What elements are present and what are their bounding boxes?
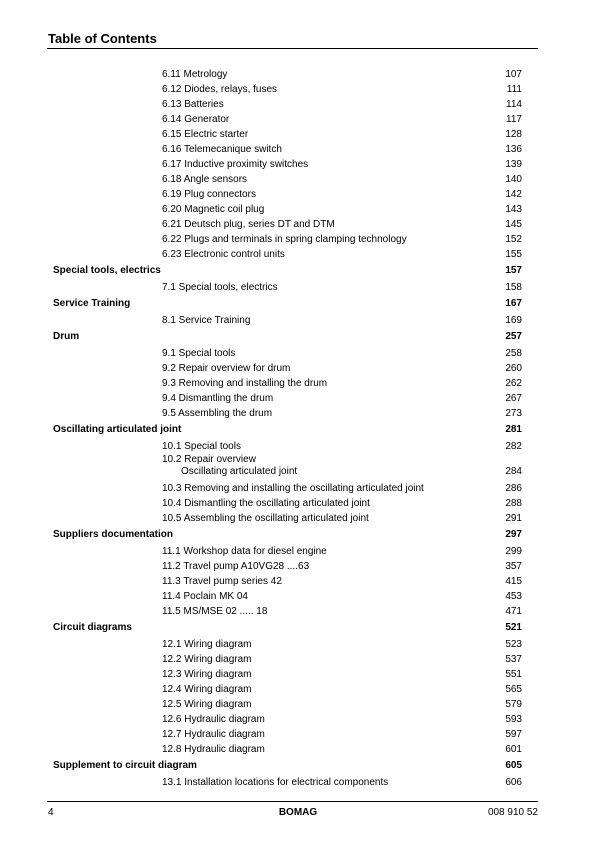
toc-entry[interactable] — [0, 697, 596, 712]
toc-entry[interactable] — [0, 574, 596, 589]
toc-entry-label: 12.8 Hydraulic diagram — [162, 744, 265, 755]
toc-entry-page: 157 — [505, 265, 522, 276]
toc-entry-label: Special tools, electrics — [53, 265, 161, 276]
toc-entry[interactable] — [0, 346, 596, 361]
page-title: Table of Contents — [48, 31, 157, 46]
toc-entry-label: 6.13 Batteries — [162, 99, 224, 110]
toc-entry[interactable] — [0, 82, 596, 97]
toc-entry-label: 6.17 Inductive proximity switches — [162, 159, 309, 170]
toc-entry-label: Suppliers documentation — [53, 529, 174, 540]
toc-entry[interactable] — [0, 67, 596, 82]
toc-entry-page: 565 — [505, 684, 522, 695]
toc-entry[interactable] — [0, 232, 596, 247]
toc-entry-label: 6.11 Metrology — [162, 69, 228, 80]
toc-entry-label: 12.6 Hydraulic diagram — [162, 714, 265, 725]
toc-entry-label: 12.7 Hydraulic diagram — [162, 729, 265, 740]
toc-entry-page: 579 — [505, 699, 522, 710]
toc-entry-page: 281 — [505, 424, 522, 435]
toc-entry-label-line2: Oscillating articulated joint — [181, 466, 298, 477]
toc-entry[interactable] — [0, 544, 596, 559]
toc-entry-label: 9.2 Repair overview for drum — [162, 363, 291, 374]
toc-entry-page: 593 — [505, 714, 522, 725]
toc-section-entry[interactable] — [0, 758, 596, 773]
toc-section-entry[interactable] — [0, 422, 596, 437]
toc-entry[interactable] — [0, 217, 596, 232]
toc-entry-page: 288 — [505, 498, 522, 509]
toc-entry-label: 9.4 Dismantling the drum — [162, 393, 274, 404]
toc-entry-label: 6.21 Deutsch plug, series DT and DTM — [162, 219, 335, 230]
toc-entry-page: 169 — [505, 315, 522, 326]
toc-entry-label: 9.3 Removing and installing the drum — [162, 378, 328, 389]
toc-entry[interactable] — [0, 481, 596, 496]
toc-section-entry[interactable] — [0, 263, 596, 278]
toc-entry-label: 9.1 Special tools — [162, 348, 236, 359]
toc-entry-page: 143 — [505, 204, 522, 215]
toc-entry-page: 523 — [505, 639, 522, 650]
toc-entry-label: 6.16 Telemecanique switch — [162, 144, 282, 155]
toc-entry-page: 158 — [505, 282, 522, 293]
toc-entry[interactable] — [0, 391, 596, 406]
toc-entry-page: 155 — [505, 249, 522, 260]
toc-entry-page: 605 — [505, 760, 522, 771]
toc-entry-page: 128 — [505, 129, 522, 140]
toc-entry[interactable] — [0, 187, 596, 202]
footer-doc-number: 008 910 52 — [487, 807, 538, 818]
toc-entry[interactable] — [0, 406, 596, 421]
toc-entry-label: Service Training — [53, 298, 131, 309]
toc-entry-page: 453 — [505, 591, 522, 602]
toc-section-entry[interactable] — [0, 329, 596, 344]
toc-section-entry[interactable] — [0, 527, 596, 542]
toc-entry-page: 471 — [505, 606, 522, 617]
toc-entry[interactable] — [0, 439, 596, 454]
toc-entry-label — [162, 454, 297, 478]
toc-entry-label: 6.19 Plug connectors — [162, 189, 256, 200]
toc-entry-label: Supplement to circuit diagram — [53, 760, 197, 771]
toc-entry-label: 12.3 Wiring diagram — [162, 669, 252, 680]
toc-entry[interactable] — [0, 637, 596, 652]
toc-entry-page: 167 — [505, 298, 522, 309]
toc-entry-label: 6.12 Diodes, relays, fuses — [162, 84, 278, 95]
toc-entry-page: 291 — [505, 513, 522, 524]
toc-entry-label: 11.4 Poclain MK 04 — [162, 591, 248, 602]
toc-entry[interactable] — [0, 127, 596, 142]
toc-entry[interactable] — [0, 361, 596, 376]
toc-entry-page: 267 — [505, 393, 522, 404]
toc-entry[interactable] — [0, 559, 596, 574]
toc-entry-page: 282 — [505, 441, 522, 452]
toc-entry-label: 12.2 Wiring diagram — [162, 654, 252, 665]
toc-entry[interactable] — [0, 511, 596, 526]
toc-entry-label: 6.15 Electric starter — [162, 129, 249, 140]
toc-entry-page: 551 — [505, 669, 522, 680]
toc-entry-page: 606 — [505, 777, 522, 788]
toc-entry-page: 114 — [506, 99, 522, 110]
footer-rule — [47, 801, 538, 802]
toc-entry-page: 258 — [505, 348, 522, 359]
toc-entry-page: 107 — [505, 69, 522, 80]
toc-entry-page: 297 — [505, 529, 522, 540]
toc-section-entry[interactable] — [0, 620, 596, 635]
toc-entry-page: 117 — [506, 114, 522, 125]
toc-entry[interactable] — [0, 142, 596, 157]
toc-entry-label-line1: 10.2 Repair overview — [162, 454, 256, 465]
toc-entry-label: 10.3 Removing and installing the oscillating articulated joint — [162, 483, 424, 494]
toc-entry-label: 7.1 Special tools, electrics — [162, 282, 278, 293]
toc-entry[interactable] — [0, 97, 596, 112]
header-rule — [47, 48, 538, 49]
toc-entry[interactable] — [0, 247, 596, 262]
toc-entry-label: 12.4 Wiring diagram — [162, 684, 252, 695]
toc-entry[interactable] — [0, 157, 596, 172]
footer-page-number: 4 — [48, 807, 54, 818]
toc-entry-label: 12.1 Wiring diagram — [162, 639, 252, 650]
toc-entry-label: 10.5 Assembling the oscillating articulated joint — [162, 513, 369, 524]
toc-entry-page: 140 — [505, 174, 522, 185]
toc-entry-page: 257 — [505, 331, 522, 342]
toc-entry[interactable] — [0, 112, 596, 127]
toc-entry-label: 10.4 Dismantling the oscillating articulated joint — [162, 498, 370, 509]
toc-entry[interactable] — [0, 742, 596, 757]
toc-entry-page: 597 — [505, 729, 522, 740]
toc-entry-page: 145 — [505, 219, 522, 230]
toc-entry-label: 11.3 Travel pump series 42 — [162, 576, 282, 587]
toc-entry-page: 111 — [506, 84, 522, 95]
toc-entry-page: 139 — [505, 159, 522, 170]
table-of-contents — [0, 67, 596, 790]
toc-entry[interactable] — [0, 313, 596, 328]
toc-entry[interactable] — [0, 172, 596, 187]
toc-entry[interactable] — [0, 604, 596, 619]
toc-entry[interactable] — [0, 682, 596, 697]
toc-entry[interactable] — [0, 712, 596, 727]
toc-entry-page: 260 — [505, 363, 522, 374]
toc-entry-label: 13.1 Installation locations for electrical components — [162, 777, 389, 788]
toc-entry-label: 9.5 Assembling the drum — [162, 408, 273, 419]
toc-entry[interactable] — [0, 652, 596, 667]
toc-entry[interactable] — [0, 727, 596, 742]
toc-entry-label: 6.23 Electronic control units — [162, 249, 285, 260]
toc-entry-label: 6.14 Generator — [162, 114, 230, 125]
toc-entry-page: 521 — [505, 622, 522, 633]
toc-entry-page: 136 — [505, 144, 522, 155]
toc-section-entry[interactable] — [0, 296, 596, 311]
toc-entry-label: 12.5 Wiring diagram — [162, 699, 252, 710]
footer-brand: BOMAG — [278, 807, 318, 818]
toc-entry-label: Oscillating articulated joint — [53, 424, 182, 435]
toc-entry-label: 11.5 MS/MSE 02 ..... 18 — [162, 606, 268, 617]
toc-entry-page: 286 — [505, 483, 522, 494]
toc-entry-page: 152 — [505, 234, 522, 245]
toc-entry-page: 415 — [505, 576, 522, 587]
toc-entry[interactable] — [0, 496, 596, 511]
toc-entry-label: 6.20 Magnetic coil plug — [162, 204, 265, 215]
toc-entry-page: 357 — [505, 561, 522, 572]
toc-entry-page: 601 — [505, 744, 522, 755]
toc-entry-label: 6.18 Angle sensors — [162, 174, 248, 185]
toc-entry-page: 262 — [505, 378, 522, 389]
toc-entry-page: 537 — [505, 654, 522, 665]
toc-entry[interactable] — [0, 376, 596, 391]
toc-entry-page: 142 — [505, 189, 522, 200]
toc-entry[interactable] — [0, 589, 596, 604]
toc-entry[interactable] — [0, 775, 596, 790]
toc-entry-label: Circuit diagrams — [53, 622, 132, 633]
toc-entry[interactable] — [0, 667, 596, 682]
toc-entry-page: 284 — [505, 466, 522, 477]
toc-entry-page: 299 — [505, 546, 522, 557]
toc-entry[interactable] — [0, 454, 596, 481]
toc-entry-label: 10.1 Special tools — [162, 441, 241, 452]
toc-entry-label: 6.22 Plugs and terminals in spring clamping technology — [162, 234, 407, 245]
toc-entry-label: 8.1 Service Training — [162, 315, 251, 326]
toc-entry[interactable] — [0, 202, 596, 217]
toc-entry-label: Drum — [53, 331, 80, 342]
toc-entry-label: 11.2 Travel pump A10VG28 ....63 — [162, 561, 310, 572]
toc-entry-page: 273 — [505, 408, 522, 419]
toc-entry[interactable] — [0, 280, 596, 295]
toc-entry-label: 11.1 Workshop data for diesel engine — [162, 546, 327, 557]
